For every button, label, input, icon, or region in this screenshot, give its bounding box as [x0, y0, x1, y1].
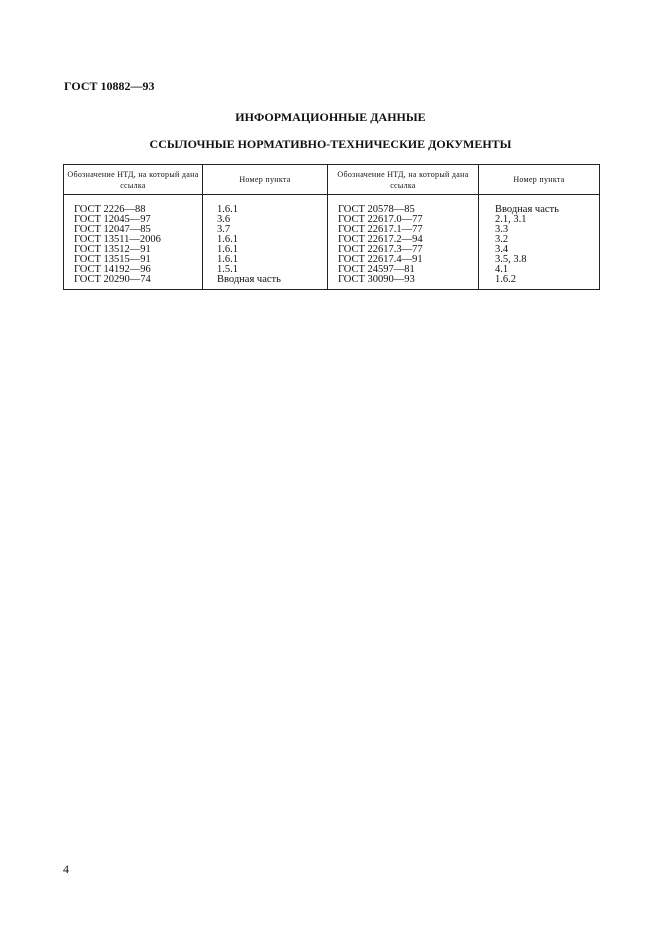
- table-header-row: [64, 165, 600, 195]
- section-title-references: ССЫЛОЧНЫЕ НОРМАТИВНО-ТЕХНИЧЕСКИЕ ДОКУМЕНТЫ: [149, 137, 512, 151]
- document-code-header: ГОСТ 10882—93: [64, 79, 155, 93]
- item-cell: Вводная часть: [203, 275, 328, 290]
- item-cell: Вводная часть: [479, 205, 600, 215]
- ntd-cell: ГОСТ 20578—85: [328, 205, 479, 215]
- ntd-cell: ГОСТ 22617.0—77: [328, 215, 479, 225]
- ntd-cell: ГОСТ 2226—88: [64, 205, 203, 215]
- ntd-cell: ГОСТ 22617.2—94: [328, 235, 479, 245]
- ntd-cell: ГОСТ 13511—2006: [64, 235, 203, 245]
- item-cell: 3.6: [203, 215, 328, 225]
- item-cell: 3.5, 3.8: [479, 255, 600, 265]
- ntd-cell: ГОСТ 22617.4—91: [328, 255, 479, 265]
- item-cell: 3.3: [479, 225, 600, 235]
- item-cell: 1.6.1: [203, 255, 328, 265]
- ntd-cell: ГОСТ 14192—96: [64, 265, 203, 275]
- ntd-cell: ГОСТ 30090—93: [328, 275, 479, 290]
- header-ntd-left: Обозначение НТД, на который дана ссылка: [64, 165, 203, 195]
- references-table: [63, 164, 600, 290]
- ntd-cell: ГОСТ 20290—74: [64, 275, 203, 290]
- ntd-cell: ГОСТ 22617.3—77: [328, 245, 479, 255]
- ntd-cell: ГОСТ 13512—91: [64, 245, 203, 255]
- ntd-cell: ГОСТ 12045—97: [64, 215, 203, 225]
- item-cell: 4.1: [479, 265, 600, 275]
- ntd-cell: ГОСТ 22617.1—77: [328, 225, 479, 235]
- item-cell: 1.6.1: [203, 205, 328, 215]
- header-item-left: Номер пункта: [203, 165, 328, 195]
- item-cell: 1.6.2: [479, 275, 600, 290]
- item-cell: 1.6.1: [203, 235, 328, 245]
- page-number: 4: [63, 862, 69, 876]
- table-row: [64, 275, 600, 290]
- ntd-cell: ГОСТ 24597—81: [328, 265, 479, 275]
- ntd-cell: ГОСТ 12047—85: [64, 225, 203, 235]
- item-cell: 2.1, 3.1: [479, 215, 600, 225]
- item-cell: 1.5.1: [203, 265, 328, 275]
- item-cell: 3.2: [479, 235, 600, 245]
- ntd-cell: ГОСТ 13515—91: [64, 255, 203, 265]
- header-ntd-right: Обозначение НТД, на который дана ссылка: [328, 165, 479, 195]
- item-cell: 3.7: [203, 225, 328, 235]
- section-title-info: ИНФОРМАЦИОННЫЕ ДАННЫЕ: [235, 110, 426, 124]
- header-item-right: Номер пункта: [479, 165, 600, 195]
- item-cell: 1.6.1: [203, 245, 328, 255]
- item-cell: 3.4: [479, 245, 600, 255]
